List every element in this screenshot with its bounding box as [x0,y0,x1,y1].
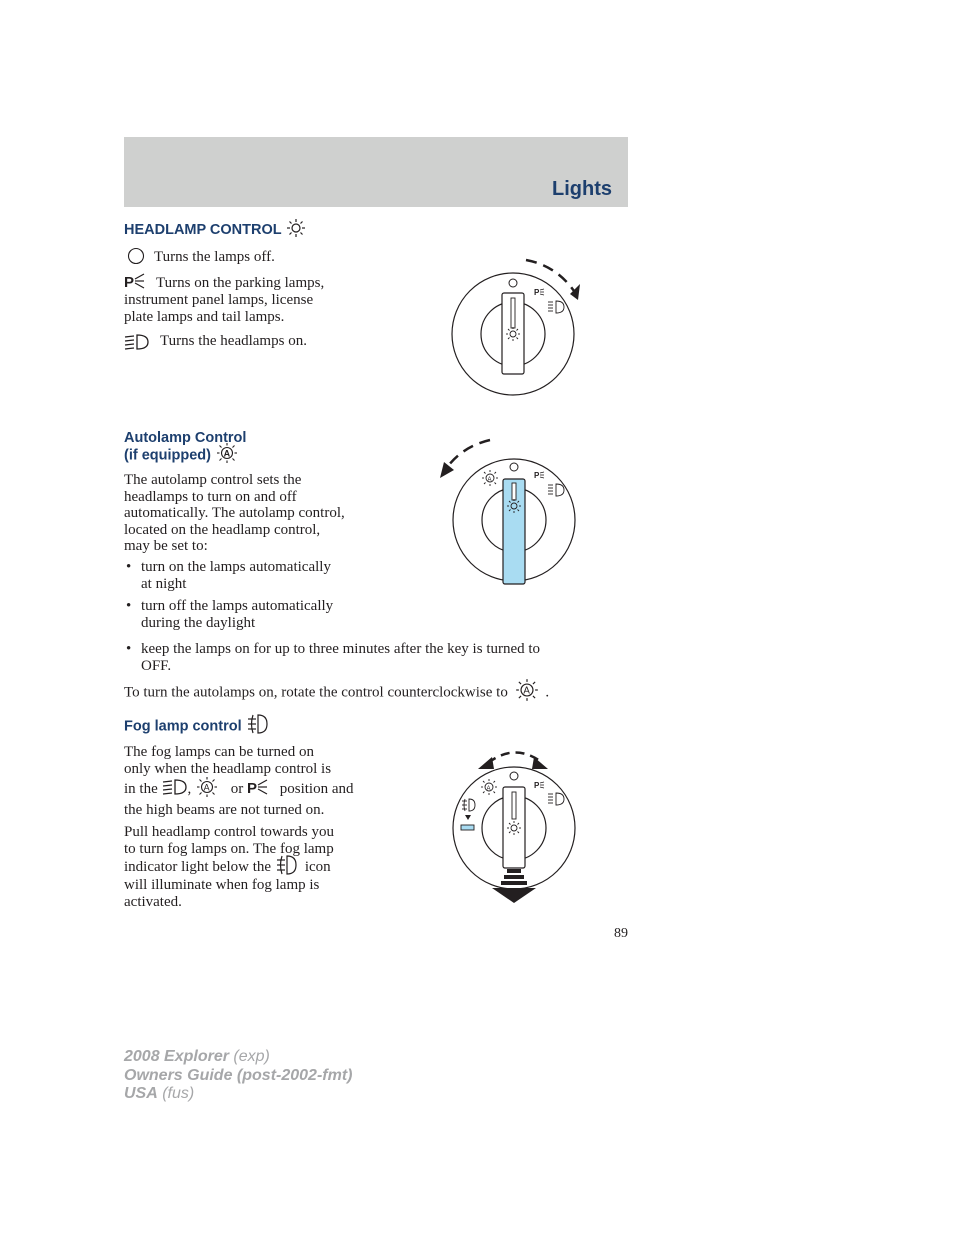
foglamp-icon-word: icon [304,859,331,875]
footer-model: 2008 Explorer [124,1048,229,1065]
headlamp-beam-icon-inline [162,778,188,796]
dial-off-mark [509,279,517,287]
dial-off-mark [510,772,518,780]
foglamp-p1-line3 [124,781,354,798]
clockwise-arrow-head [570,284,580,300]
footer-guide: Owners Guide (post-2002-fmt) [124,1066,353,1084]
autolamp-instruction [124,684,549,702]
autolamp-icon-inline [195,776,219,798]
bidirectional-arrow-head-right [532,757,548,769]
foglamp-p2 [124,824,334,857]
autolamp-intro-line1: The autolamp control sets the [124,472,302,488]
foglamp-p2-line3 [124,859,331,876]
autolamp-icon-letter: A [203,781,210,792]
headlamp-heading [124,222,307,239]
foglamp-indicator-text: indicator light below the [124,859,272,875]
counterclockwise-arrow-path [448,440,490,466]
foglamp-p1 [124,744,331,777]
footer-line1 [124,1048,352,1067]
headlamp-dial-diagram [440,250,590,405]
autolamp-heading [124,430,246,464]
autolamp-heading-line1: Autolamp Control [124,430,247,446]
bullet-2-line1: turn off the lamps automatically [141,598,334,614]
bullet-1-line1: turn on the lamps automatically [141,559,331,575]
autolamp-bullet-2 [124,598,333,631]
fog-indicator-light [461,825,474,830]
dial-off-mark [510,463,518,471]
headlamp-sun-icon [285,218,307,238]
autolamp-intro-line3: automatically. The autolamp control, [124,505,345,521]
parking-description-line1: Turns on the parking lamps, [156,275,325,291]
footer-model-code: (exp) [228,1048,270,1065]
foglamp-p2-end-line1: will illuminate when fog lamp is [124,877,320,893]
off-circle-icon [127,247,145,265]
off-description: Turns the lamps off. [154,249,275,265]
autolamp-bullet-3 [124,641,641,674]
section-title: Lights [552,178,612,200]
bullet-3-line1: keep the lamps on for up to three minutes after the key is turned to [141,641,541,657]
foglamp-in-the: in the [124,781,158,797]
autolamp-dial-diagram [436,436,586,586]
autolamp-intro [124,472,345,555]
foglamp-p2-end-line2: activated. [124,893,182,910]
footer-market-code: (fus) [157,1085,195,1102]
fog-lamp-icon [246,713,270,735]
parking-lamp-icon-p: P [124,274,135,290]
dial-pointer-slot [511,298,515,328]
bullet-1-line2: at night [141,575,187,592]
parking-lamp-icon-p: P [247,780,258,797]
dial-autolamp-letter: A [487,477,492,483]
foglamp-or: or [230,781,244,797]
fog-lamp-icon-inline [275,854,299,876]
dial-pointer-slot [512,792,516,819]
autolamp-intro-line2: headlamps to turn on and off [124,488,297,505]
foglamp-p2-line2: to turn fog lamps on. The fog lamp [124,840,334,857]
bullet-mark: • [126,598,132,614]
parking-description-line2: instrument panel lamps, license [124,292,314,308]
foglamp-dial-diagram [448,745,588,910]
foglamp-comma: , [187,781,192,797]
foglamp-heading [124,718,270,735]
foglamp-p1-line1: The fog lamps can be turned on [124,744,314,760]
dial-autolamp-letter: A [486,786,491,792]
dial-parking-mark: P [534,471,540,480]
bullet-mark: • [126,559,132,575]
counterclockwise-arrow-head [440,462,454,478]
foglamp-heading-text: Fog lamp control [124,718,242,735]
footer-line2 [124,1067,352,1086]
autolamp-intro-line5: may be set to: [124,538,208,554]
headlamp-heading-text: HEADLAMP CONTROL [124,222,282,238]
foglamp-p2-end [124,877,319,910]
headlamps-description: Turns the headlamps on. [160,333,307,349]
parking-lamp-icon-inline [247,778,269,796]
dial-parking-mark: P [534,288,540,297]
bidirectional-arrow-path [488,752,540,763]
footer-line3 [124,1085,352,1104]
autolamp-instruction-text: To turn the autolamps on, rotate the control counterclockwise to [124,684,508,701]
headlamp-beam-icon [124,333,150,351]
foglamp-p1-last: the high beams are not turned on. [124,802,325,818]
footer-market: USA [124,1085,158,1102]
autolamp-icon-inline [514,678,540,702]
dial-pointer-slot [512,483,516,500]
autolamp-heading-line2-wrap [124,447,246,464]
autolamp-icon-letter: A [522,685,530,697]
autolamp-icon [215,442,239,464]
page-number: 89 [614,926,628,941]
document-footer [124,1048,352,1104]
foglamp-position: position and [279,781,354,797]
parking-description-line3: plate lamps and tail lamps. [124,309,285,325]
bullet-3-line2: OFF. [141,657,172,674]
autolamp-heading-line2: (if equipped) [124,447,211,464]
autolamp-icon-letter: A [223,448,231,459]
autolamp-instruction-period: . [545,684,550,701]
dial-parking-mark: P [534,781,540,790]
bullet-mark: • [126,641,132,657]
autolamp-intro-line4: located on the headlamp control, [124,521,321,538]
section-header-band [124,137,628,207]
bullet-2-line2: during the daylight [141,614,256,631]
bidirectional-arrow-head-left [478,757,494,769]
foglamp-p1-line2: only when the headlamp control is [124,760,332,777]
foglamp-p2-line1: Pull headlamp control towards you [124,824,334,840]
autolamp-bullet-1 [124,559,331,592]
parking-lamp-icon [124,272,146,290]
